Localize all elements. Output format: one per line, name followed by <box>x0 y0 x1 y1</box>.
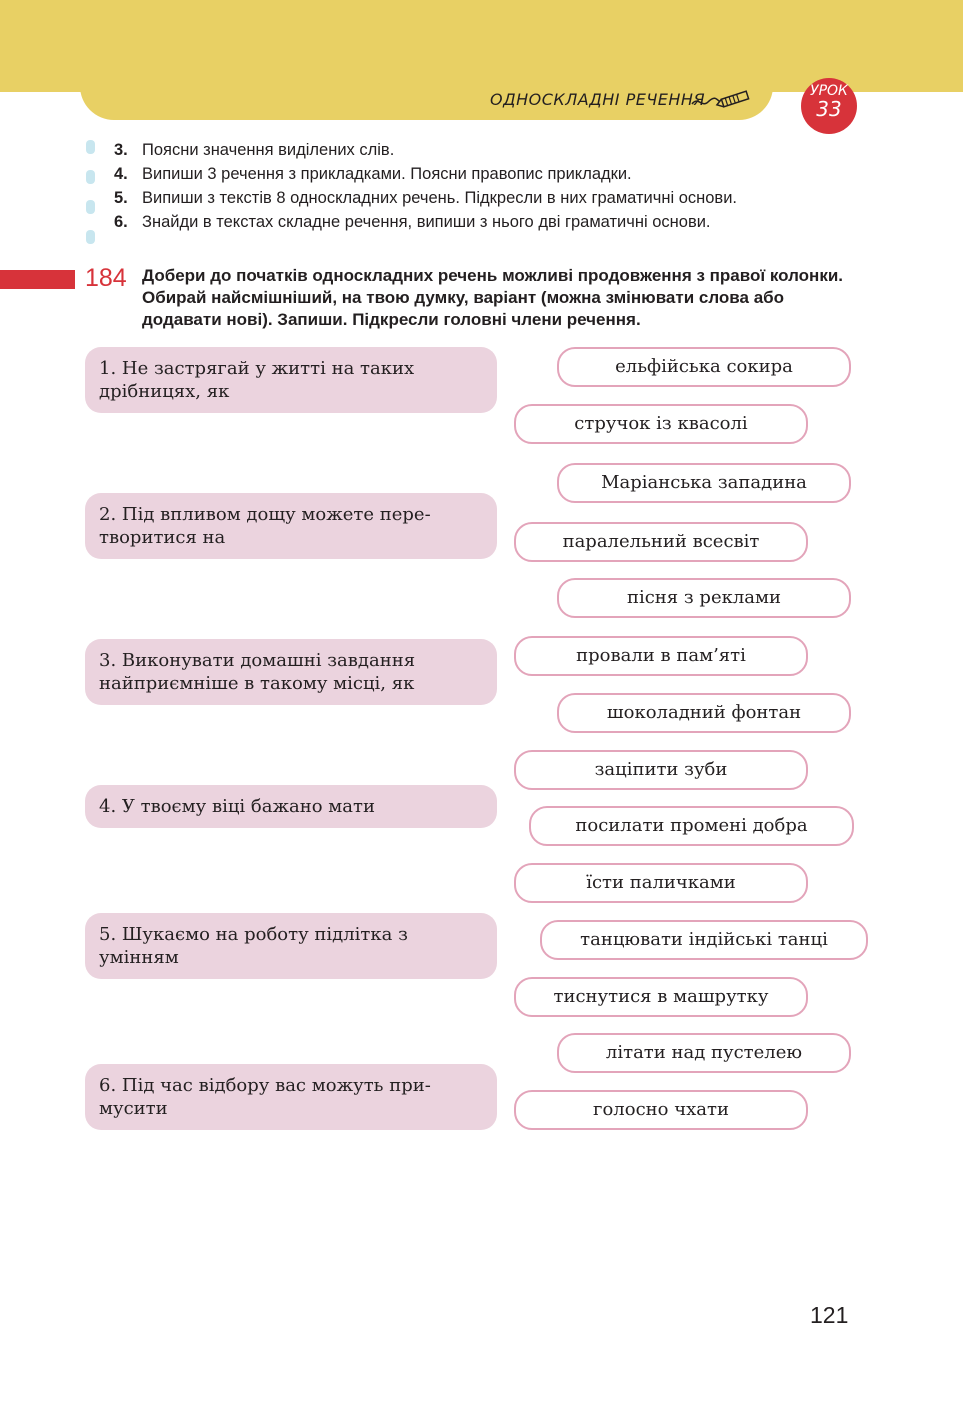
exercise-instruction: Добери до початків односкладних речень можливі продовження з правої колонки. Обирай найсмішніший, на твою думку, варіант (можна змінювати слова або додавати нові). Запиши. Підкресли головні члени речення. <box>142 266 844 329</box>
option-pill: голосно чхати <box>514 1090 808 1130</box>
option-pill: Маріанська западина <box>557 463 851 503</box>
beginning-box: 2. Під впливом дощу можете пере- творитися на <box>85 493 497 559</box>
task-text: Знайди в текстах складне речення, випиши з нього дві граматичні основи. <box>142 213 711 231</box>
exercise-marker <box>0 270 75 289</box>
option-pill: пісня з реклами <box>557 578 851 618</box>
page-number: 121 <box>810 1302 849 1328</box>
option-pill: танцювати індійські танці <box>540 920 868 960</box>
option-pill: паралельний всесвіт <box>514 522 808 562</box>
bullet-dot <box>86 140 95 154</box>
pencil-icon <box>690 86 752 112</box>
option-pill: їсти паличками <box>514 863 808 903</box>
option-pill: тиснутися в машрутку <box>514 977 808 1017</box>
exercise-number: 184 <box>85 264 127 292</box>
beginning-box: 3. Виконувати домашні завдання найприємніше в такому місці, як <box>85 639 497 705</box>
lesson-badge <box>801 78 857 134</box>
task-number: 4. <box>114 165 128 183</box>
task-text: Випиши 3 речення з прикладками. Поясни правопис прикладки. <box>142 165 632 183</box>
lesson-badge-label: УРОК <box>810 83 848 99</box>
task-item <box>114 210 737 234</box>
bullet-dot <box>86 170 95 184</box>
bullet-dot <box>86 200 95 214</box>
beginning-box: 4. У твоєму віці бажано мати <box>85 785 497 828</box>
task-number: 5. <box>114 189 128 207</box>
bullet-dots <box>86 140 96 260</box>
option-pill: посилати промені добра <box>529 806 854 846</box>
beginning-box: 5. Шукаємо на роботу підлітка з умінням <box>85 913 497 979</box>
option-pill: літати над пустелею <box>557 1033 851 1073</box>
task-number: 6. <box>114 213 128 231</box>
task-item <box>114 186 737 210</box>
lesson-badge-number: 33 <box>816 97 842 121</box>
task-text: Поясни значення виділених слів. <box>142 141 395 159</box>
lesson-title: ОДНОСКЛАДНІ РЕЧЕННЯ <box>490 90 706 109</box>
task-item <box>114 162 737 186</box>
task-number: 3. <box>114 141 128 159</box>
beginning-box: 6. Під час відбору вас можуть при- мусити <box>85 1064 497 1130</box>
beginning-box: 1. Не застрягай у житті на таких дрібницях, як <box>85 347 497 413</box>
option-pill: заціпити зуби <box>514 750 808 790</box>
task-item <box>114 138 737 162</box>
option-pill: ельфійська сокира <box>557 347 851 387</box>
option-pill: шоколадний фонтан <box>557 693 851 733</box>
task-list <box>114 138 737 234</box>
task-text: Випиши з текстів 8 односкладних речень. Підкресли в них граматичні основи. <box>142 189 737 207</box>
bullet-dot <box>86 230 95 244</box>
option-pill: стручок із квасолі <box>514 404 808 444</box>
option-pill: провали в пам’яті <box>514 636 808 676</box>
